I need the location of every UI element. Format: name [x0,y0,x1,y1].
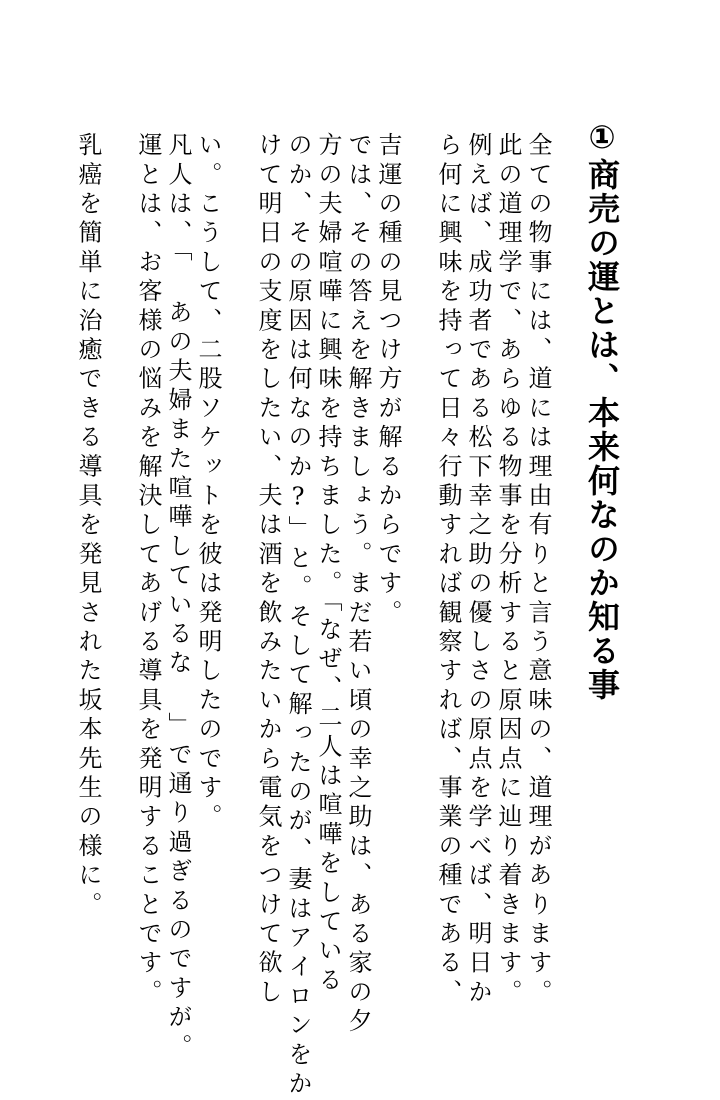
text-line-11: 凡人は、「 あの夫婦また喧嘩しているな 」で通り過ぎるのですが。 [164,132,192,1063]
text-line-3: 例えば、成功者である松下幸之助の優しさの原点を学べば、明日か [464,132,492,1008]
text-line-8: のか、その原因は何なのか?」と。そして解ったのが、妻はアイロンをか [284,132,312,1100]
text-line-5: 吉運の種の見つけ方が解るからです。 [374,132,402,629]
text-line-13: 乳癌を簡単に治癒できる導具を発見された坂本先生の様に。 [74,132,102,921]
text-line-9: けて明日の支度をしたい、夫は酒を飲みたいから電気をつけて欲し [254,132,282,1009]
text-line-10: い。こうして、二股ソケットを彼は発明したのです。 [194,132,222,833]
text-line-12: 運とは、お客様の悩みを解決してあげる導具を発明することです。 [134,132,162,1008]
page-title: ①商売の運とは、本来何なのか知る事 [583,118,621,702]
text-line-6: では、その答えを解きましょう。まだ若い頃の幸之助は、ある家の夕 [344,132,372,1038]
text-line-2: 此の道理学で、あらゆる物事を分析すると原因点に辿り着きます。 [494,132,522,1008]
text-line-7: 方の夫婦喧嘩に興味を持ちました。「なぜ、二人は喧嘩をしている [314,132,342,996]
text-line-1: 全ての物事には、道には理由有りと言う意味の、道理があります。 [524,132,552,1008]
text-line-4: ら何に興味を持って日々行動すれば観察すれば、事業の種である、 [434,132,462,1008]
